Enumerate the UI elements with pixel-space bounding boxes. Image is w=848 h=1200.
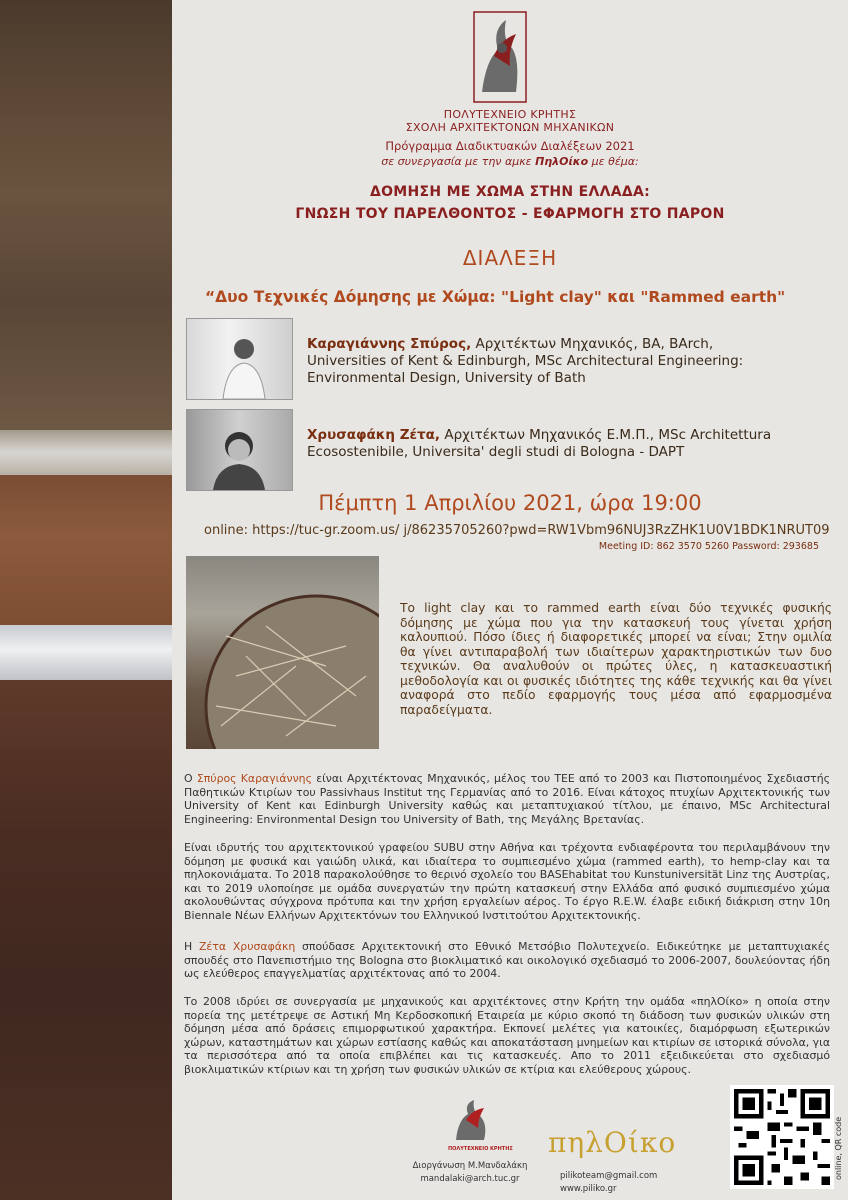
university-logo-icon — [472, 10, 528, 104]
speaker-credentials-2: Ecosostenibile, Universita' degli studi di Bologna - DAPT — [307, 444, 685, 460]
school-name: ΣΧΟΛΗ ΑΡΧΙΤΕΚΤΟΝΩΝ ΜΗΧΑΝΙΚΩΝ — [405, 121, 615, 134]
meeting-credentials: Meeting ID: 862 3570 5260 Password: 293685 — [598, 541, 819, 552]
event-date: Πέμπτη 1 Απριλίου 2021, ώρα 19:00 — [318, 491, 702, 515]
lecture-abstract: Το light clay και το rammed earth είναι δύο τεχνικές φυσικής δόμησης με χώμα που για την κατασκευή τους γίνεται χρήση καλουπιού. Πόσο ίδιες ή διαφορετικές μπορεί να είναι; Στην ομιλία θα γίνει αντιπαραβολή των ιδιαίτερων χαρακτηριστικών των δυο τεχνικών. Θα αναλυθούν οι πρώτες ύλες, η κατασκευαστική μεθοδολογία και οι φυσικές ιδιότητες της κάθε τεχνικής και θα γίνει αναφορά στο πεδίο εφαρμογής τους μέσα από εφαρμοσμένα παραδείγματα. — [400, 601, 832, 717]
bio-paragraph-4: Το 2008 ιδρύει σε συνεργασία με μηχανικούς και αρχιτέκτονες στην Κρήτη την ομάδα «πηλΟίκο» η οποία στην πορεία της μετέτρεψε σε Αστική Μη Κερδοσκοπική Εταιρεία με κύριο σκοπό τη διάδοση των φυσικών υλικών στη δόμηση μέσα από δράσεις επιμορφωτικού χαρακτήρα. Εκπονεί μελέτες για κατοικίες, διαμόρφωση εξωτερικών χώρων, καταστημάτων και χώρων εστίασης καθώς και αποκατάσταση μνημείων και κτιρίων σε ιστορικά σύνολα, για τα περισσότερα από τα οποία επιβλέπει και τις κατασκευές. Απο το 2011 εξειδικεύεται στο σχεδιασμό βιοκλιματικών κτίριων και τη χρήση των φυσικών υλικών σε κτίρια και ελεύθερους χώρους. — [184, 995, 830, 1076]
bio-name-highlight: Ζέτα Χρυσαφάκη — [198, 940, 296, 953]
lecture-title: “Δυο Τεχνικές Δόμησης με Χώμα: "Light clay" και "Rammed earth" — [205, 288, 786, 306]
university-name: ΠΟΛΥΤΕΧΝΕΙΟ ΚΡΗΤΗΣ — [443, 108, 577, 121]
cooperation-partner: ΠηλΟίκο — [535, 155, 589, 168]
topic-line-2: ΓΝΩΣΗ ΤΟΥ ΠΑΡΕΛΘΟΝΤΟΣ - ΕΦΑΡΜΟΓΗ ΣΤΟ ΠΑΡΟΝ — [295, 206, 725, 222]
zoom-link[interactable]: online: https://tuc-gr.zoom.us/ j/86235705260?pwd=RW1Vbm96NUJ3RzZHK1U0V1BDK1NRUT09 — [204, 523, 830, 538]
speaker-photo-karagiannis — [186, 318, 293, 400]
speaker-name-karagiannis: Καραγιάννης Σπύρος, — [307, 336, 472, 352]
bio-text: σπούδασε Αρχιτεκτονική στο Εθνικό Μετσόβιο Πολυτεχνείο. Ειδικεύτηκε με μεταπτυχιακές σπουδές στο Πανεπιστήμιο της Bologna στο βιοκλιματικό και οικολογικό σχεδιασμό το 2006-2007, δουλεύοντας ήδη ως ελεύθερος επαγγελματίας αρχιτέκτονας από το 2004. — [184, 940, 830, 981]
speaker-bio-chrysafaki — [307, 427, 837, 461]
cooperation-text-end: με θέμα: — [588, 155, 639, 168]
speaker-credentials: Αρχιτέκτων Μηχανικός, BA, BArch, — [471, 336, 714, 352]
series-topic — [172, 181, 848, 225]
bio-paragraph-2: Είναι ιδρυτής του αρχιτεκτονικού γραφείου SUBU στην Αθήνα και τρέχοντα ενδιαφέροντα του περιλαμβάνουν την δόμηση με φυσικά και γαιώδη υλικά, και ιδιαίτερα το συμπιεσμένο χώμα (rammed earth), το hemp-clay και τα πηλοκονιάματα. Το 2018 παρακολούθησε το θερινό σχολείο του BASEhabitat του Kunstuniversität Linz της Αυστρίας, και το 2019 υλοποίησε με ομάδα συνεργατών την πρώτη κατασκευή στην Ελλάδα από φυσικό συμπιεσμένο χώμα ακολουθώντας σύγχρονα πρότυπα και την χρήση εργαλείων αέρος. Το έργο R.E.W. έλαβε ειδική διάκριση στην 10η Biennale Νέων Ελλήνων Αρχιτεκτόνων του Ελληνικού Ινστιτούτου Αρχιτεκτονικής. — [184, 841, 830, 922]
speaker-name-chrysafaki: Χρυσαφάκη Ζέτα, — [307, 427, 441, 443]
speaker-credentials-3: Environmental Design, University of Bath — [307, 370, 586, 386]
bio-name-highlight: Σπύρος Καραγιάννης — [196, 772, 312, 785]
piliko-contact — [560, 1170, 657, 1196]
organizer-info — [410, 1160, 530, 1186]
program-title: Πρόγραμμα Διαδικτυακών Διαλέξεων 2021 — [385, 139, 635, 153]
institution-block — [172, 108, 848, 134]
speaker-photo-chrysafaki — [186, 409, 293, 491]
speaker-bio-karagiannis — [307, 336, 837, 387]
tuc-footer-logo — [448, 1098, 513, 1156]
topic-line-1: ΔΟΜΗΣΗ ΜΕ ΧΩΜΑ ΣΤΗΝ ΕΛΛΑΔΑ: — [369, 184, 651, 200]
soil-layers-image — [0, 0, 172, 1200]
bio-text: Ο — [184, 772, 197, 785]
cooperation-line — [172, 154, 848, 169]
speaker-credentials: Αρχιτέκτων Μηχανικός Ε.Μ.Π., MSc Architettura — [440, 427, 772, 443]
organizer-email[interactable]: mandalaki@arch.tuc.gr — [420, 1174, 520, 1184]
piliko-website[interactable]: www.piliko.gr — [560, 1184, 617, 1194]
tuc-footer-logo-text: ΠΟΛΥΤΕΧΝΕΙΟ ΚΡΗΤΗΣ — [448, 1146, 513, 1152]
organizer-name: Διοργάνωση Μ.Μανδαλάκη — [412, 1161, 528, 1171]
cooperation-text: σε συνεργασία με την αμκε — [381, 155, 536, 168]
qr-code-icon[interactable] — [730, 1085, 834, 1189]
bio-text: είναι Αρχιτέκτονας Μηχανικός, μέλος του ΤΕΕ από το 2003 και Πιστοποιημένος Σχεδιαστής Παθητικών Κτιρίων του Passivhaus Institut της Γερμανίας από το 2016. Είναι κάτοχος πτυχίων Αρχιτεκτονικής των University of Kent και Edinburgh University καθώς και μεταπτυχιακού τίτλου, με έπαινο, MSc Architectural Engineering: Environmental Design του University of Bath, της Μεγάλης Βρετανίας. — [184, 772, 830, 826]
bio-text: Η — [184, 940, 199, 953]
bio-paragraph-1 — [184, 772, 830, 826]
qr-label: online, QR code — [834, 1116, 843, 1180]
light-clay-photo — [186, 556, 379, 749]
lecture-label: ΔΙΑΛΕΞΗ — [462, 246, 558, 270]
piliko-logo: πηλΟίκο — [548, 1126, 677, 1159]
speaker-credentials-2: Universities of Kent & Edinburgh, MSc Architectural Engineering: — [307, 353, 744, 369]
piliko-email[interactable]: pilikoteam@gmail.com — [560, 1171, 658, 1181]
bio-paragraph-3 — [184, 940, 830, 981]
